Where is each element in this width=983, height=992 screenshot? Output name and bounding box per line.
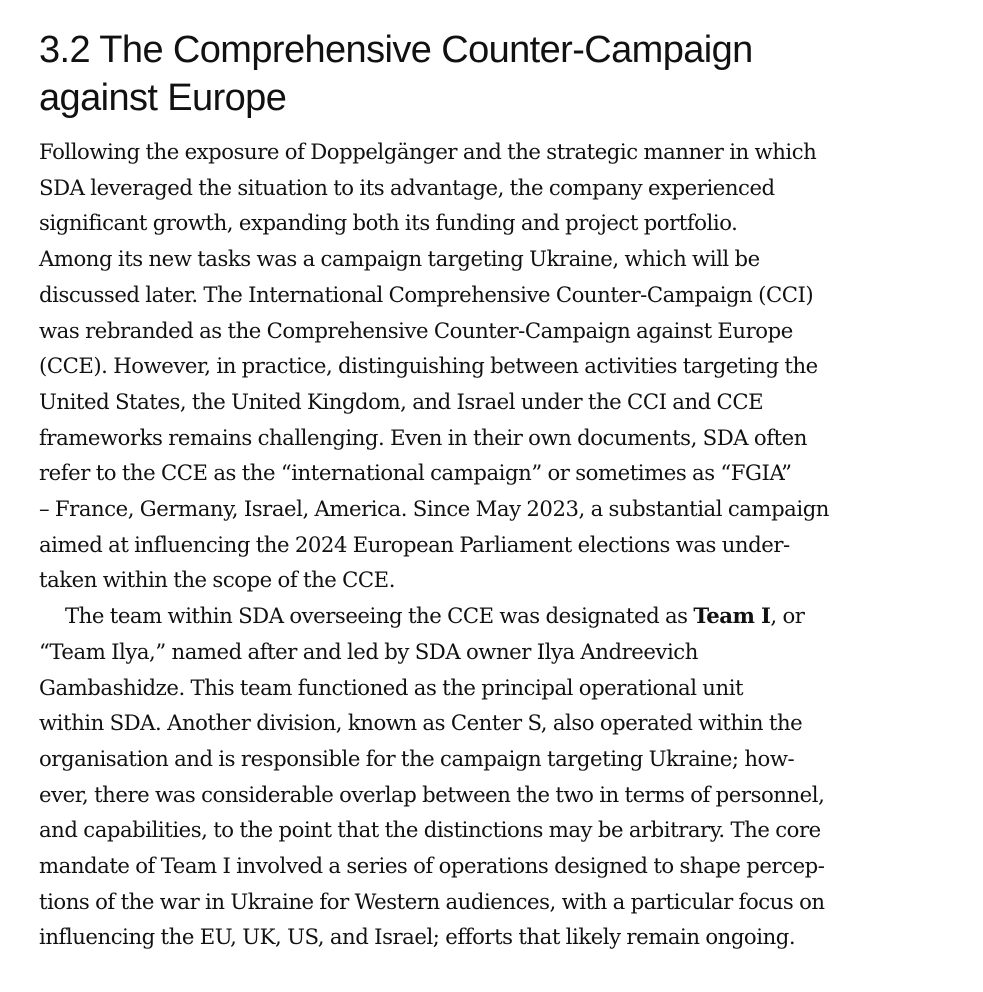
text-line: organisation and is responsible for the campaign targeting Ukraine; how- [39, 745, 795, 771]
text-line: and capabilities, to the point that the distinctions may be arbitrary. The core [39, 817, 821, 843]
text-line: (CCE). However, in practice, distinguishing between activities targeting the [39, 353, 818, 379]
text-run: The team within SDA overseeing the CCE was designated as [65, 603, 694, 629]
text-line: refer to the CCE as the “international campaign” or sometimes as “FGIA” [39, 460, 792, 486]
paragraph-2 [39, 598, 949, 955]
text-line: within SDA. Another division, known as Center S, also operated within the [39, 710, 803, 736]
text-line: aimed at influencing the 2024 European Parliament elections was under- [39, 531, 790, 557]
team-i-emphasis: Team I [693, 603, 771, 629]
document-page [39, 26, 949, 955]
text-line: – France, Germany, Israel, America. Since May 2023, a substantial campaign [39, 496, 829, 522]
text-line: Following the exposure of Doppelgänger and the strategic manner in which [39, 139, 817, 164]
text-line: was rebranded as the Comprehensive Counter-Campaign against Europe [39, 317, 793, 343]
text-line: mandate of Team I involved a series of operations designed to shape percep- [39, 853, 825, 879]
text-line-first [39, 598, 949, 634]
text-line: discussed later. The International Comprehensive Counter-Campaign (CCI) [39, 281, 814, 307]
heading-line: 3.2 The Comprehensive Counter-Campaign [39, 29, 753, 71]
text-line: United States, the United Kingdom, and Israel under the CCI and CCE [39, 388, 764, 414]
paragraph-1 [39, 134, 949, 598]
text-line: taken within the scope of the CCE. [39, 567, 395, 593]
text-run: , or [770, 603, 805, 629]
section-heading [39, 26, 949, 122]
text-line: significant growth, expanding both its funding and project portfolio. [39, 210, 738, 236]
heading-line: against Europe [39, 77, 287, 119]
text-line: SDA leveraged the situation to its advantage, the company experienced [39, 174, 775, 200]
text-line: “Team Ilya,” named after and led by SDA owner Ilya Andreevich [39, 638, 698, 664]
text-line: influencing the EU, UK, US, and Israel; efforts that likely remain ongoing. [39, 924, 796, 950]
text-line: ever, there was considerable overlap between the two in terms of personnel, [39, 781, 825, 807]
text-line: Gambashidze. This team functioned as the principal operational unit [39, 674, 744, 700]
text-line: Among its new tasks was a campaign targeting Ukraine, which will be [39, 246, 760, 272]
text-line: frameworks remains challenging. Even in their own documents, SDA often [39, 424, 807, 450]
text-line: tions of the war in Ukraine for Western audiences, with a particular focus on [39, 888, 825, 914]
